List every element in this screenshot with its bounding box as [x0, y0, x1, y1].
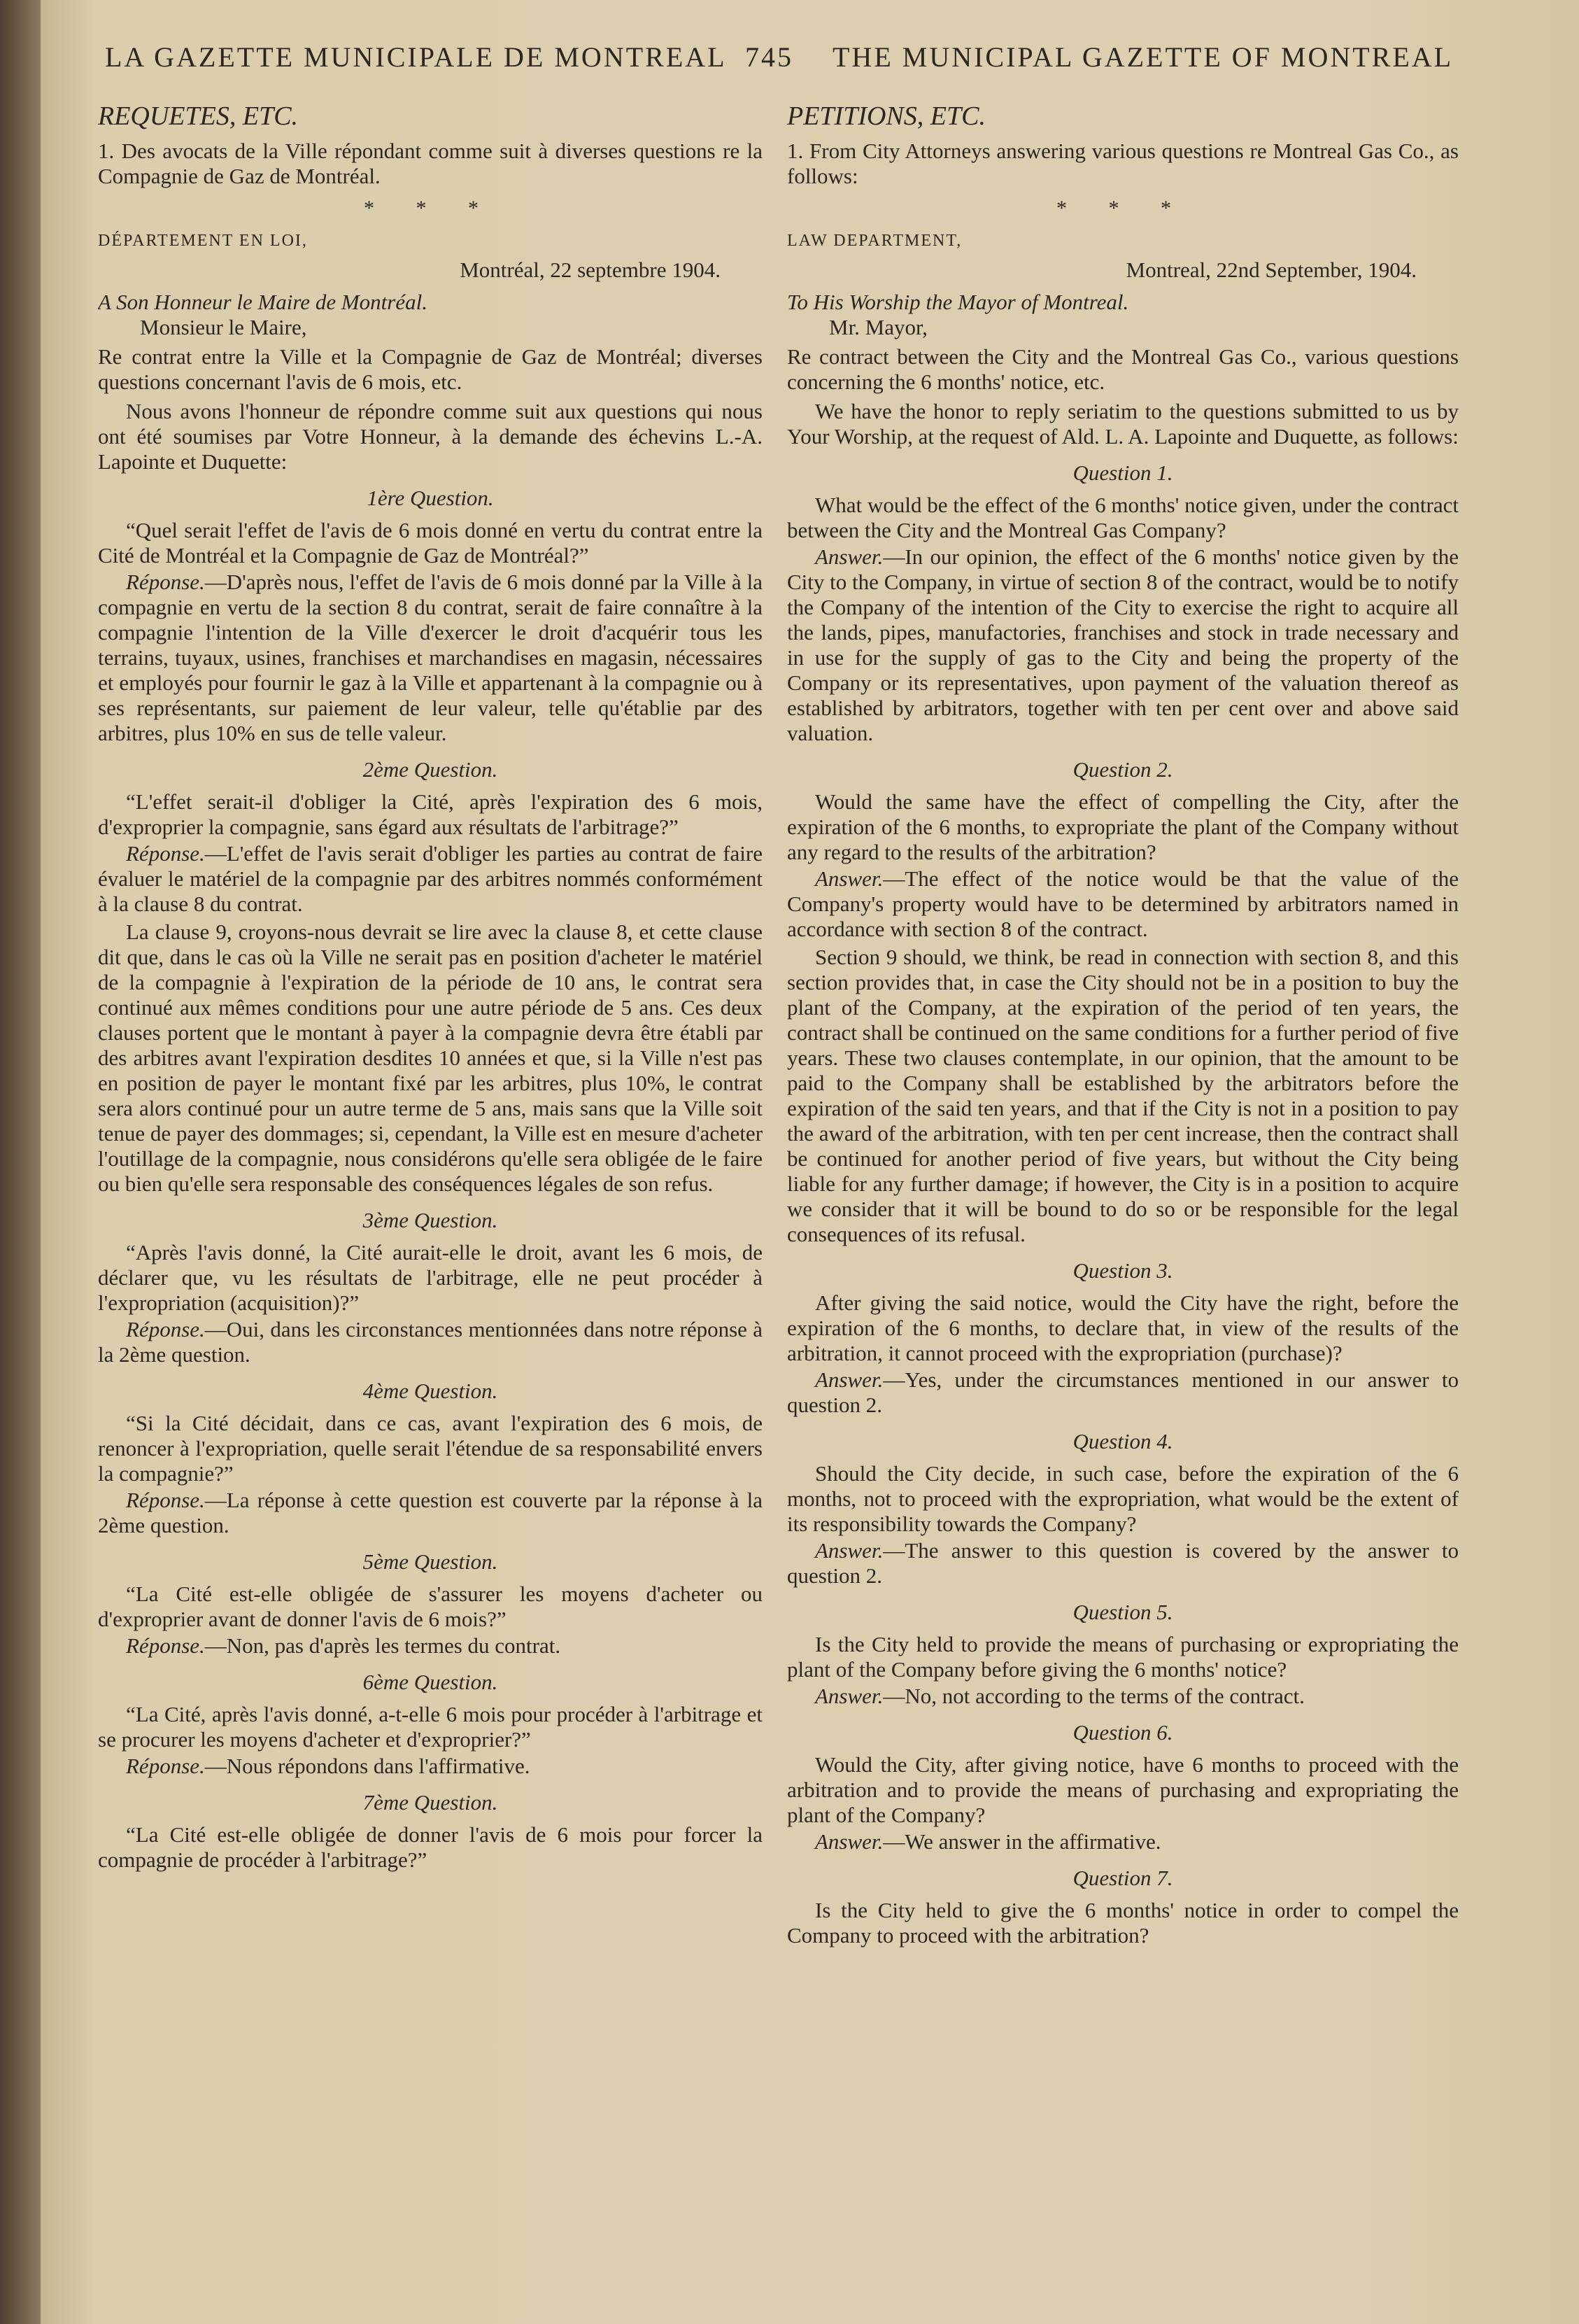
answer-label: Answer.: [815, 544, 884, 569]
salutation: Mr. Mayor,: [829, 315, 928, 339]
english-column: [787, 98, 1459, 2281]
question-title: 1ère Question.: [367, 486, 494, 510]
answer-label: Réponse.: [126, 841, 205, 866]
answer-label: Réponse.: [126, 1317, 205, 1341]
answer-paragraph: [98, 1633, 763, 1659]
question-title: 4ème Question.: [362, 1379, 498, 1403]
addressee: A Son Honneur le Maire de Montréal.: [98, 290, 427, 314]
question-text: Is the City held to provide the means of purchasing or expropriating the plant of the Company before giving the 6 months' notice?: [787, 1632, 1459, 1682]
question-title: Question 4.: [1072, 1429, 1173, 1453]
question-text: Is the City held to give the 6 months' notice in order to compel the Company to proceed with the arbitration?: [787, 1898, 1459, 1948]
salutation: Monsieur le Maire,: [140, 315, 307, 339]
header-left-title: LA GAZETTE MUNICIPALE DE MONTREAL: [105, 41, 727, 73]
dateline: Montréal, 22 septembre 1904.: [460, 258, 721, 282]
opening-paragraph: We have the honor to reply seriatim to the questions submitted to us by Your Worship, at the request of Ald. L. A. Lapointe and Duquette, as follows:: [787, 399, 1459, 449]
question-block: [787, 1600, 1459, 1709]
answer-text: —La réponse à cette question est couverte par la réponse à la 2ème question.: [98, 1488, 763, 1537]
question-title: 7ème Question.: [362, 1790, 498, 1815]
french-column: [98, 98, 763, 2281]
question-title: 2ème Question.: [362, 757, 498, 782]
question-block: [98, 1670, 763, 1779]
question-text: “L'effet serait-il d'obliger la Cité, après l'expiration des 6 mois, d'exproprier la compagnie, sans égard aux résultats de l'arbitrage?”: [98, 789, 763, 839]
question-text: Should the City decide, in such case, before the expiration of the 6 months, not to proceed with the expropriation, what would be the extent of its responsibility towards the Company?: [787, 1461, 1459, 1536]
answer-label: Réponse.: [126, 1633, 205, 1658]
question-text: “La Cité est-elle obligée de donner l'avis de 6 mois pour forcer la compagnie de procéder à l'arbitrage?”: [98, 1822, 763, 1872]
dateline: Montreal, 22nd September, 1904.: [1126, 258, 1417, 282]
question-block: [98, 1549, 763, 1659]
answer-paragraph: [98, 1317, 763, 1367]
question-block: [98, 486, 763, 746]
answer-paragraph: [787, 544, 1459, 746]
binding-gutter: [0, 0, 41, 2324]
answer-label: Réponse.: [126, 1754, 205, 1778]
question-block: [98, 1790, 763, 1873]
answer-continuation: Section 9 should, we think, be read in connection with section 8, and this section provides that, in case the City should not be in a position to buy the plant of the Company, at the expiration of the period of ten years, the contract shall be continued on the same conditions for a further period of five years. These two clauses contemplate, in our opinion, that the amount to be paid to the Company shall be established by the arbitrators before the expiration of the said ten years, and that if the City is not in a position to pay the award of the arbitration, with ten per cent increase, then the contract shall be continued for another period of five years, but without the City being liable for any further damage; if however, the City is in a position to acquire we consider that it will be bound to do so or be responsible for the legal consequences of its refusal.: [787, 945, 1459, 1246]
question-title: Question 2.: [1072, 757, 1173, 782]
question-block: [787, 757, 1459, 1247]
question-block: [787, 1429, 1459, 1589]
answer-text: —The effect of the notice would be that the value of the Company's property would have to be determined by arbitrators named in accordance with section 8 of the contract.: [787, 866, 1459, 941]
answer-text: —We answer in the affirmative.: [883, 1829, 1161, 1854]
answer-text: —No, not according to the terms of the contract.: [883, 1684, 1305, 1708]
answer-paragraph: [787, 1367, 1459, 1418]
answer-continuation: La clause 9, croyons-nous devrait se lire avec la clause 8, et cette clause dit que, dans le cas où la Ville ne serait pas en position d'acheter le matériel de la compagnie à l'expiration de la période de 10 ans, le contrat sera continué aux mêmes conditions pour une autre période de 5 ans. Ces deux clauses portent que le montant à payer à la compagnie devra être établi par des arbitres avant l'expiration desdites 10 années et que, si la Ville n'est pas en position de payer le montant fixé par les arbitres, plus 10%, le contrat sera alors continué pour un autre terme de 5 ans, mais sans que la Ville soit tenue de payer des dommages; si, cependant, la Ville est en mesure d'acheter l'outillage de la compagnie, nous considérons qu'elle sera obligée de le faire ou bien qu'elle sera responsable des conséquences légales de son refus.: [98, 920, 763, 1196]
separator-stars: * * *: [1056, 197, 1189, 220]
answer-text: —D'après nous, l'effet de l'avis de 6 mois donné par la Ville à la compagnie en vertu de la section 8 du contrat, serait de faire connaître à la compagnie l'intention de la Ville d'exercer le droit d'acquérir tous les terrains, tuyaux, usines, franchises et marchandises en magasin, nécessaires et employés pour fournir le gaz à la Ville et appartenant à la compagnie ou à ses représentants, sur paiement de leur valeur, telle qu'établie par des arbitres, plus 10% en sus de telle valeur.: [98, 570, 763, 745]
question-list: [98, 486, 763, 1873]
answer-paragraph: [787, 1684, 1459, 1709]
answer-text: —The answer to this question is covered by the answer to question 2.: [787, 1538, 1459, 1588]
answer-label: Answer.: [815, 1829, 884, 1854]
page-number: 745: [745, 41, 793, 73]
answer-text: —Non, pas d'après les termes du contrat.: [204, 1633, 561, 1658]
answer-label: Answer.: [815, 866, 884, 891]
answer-label: Answer.: [815, 1538, 884, 1563]
intro-text: 1. Des avocats de la Ville répondant comme suit à diverses questions re la Compagnie de Gaz de Montréal.: [98, 139, 763, 188]
question-block: [787, 1866, 1459, 1948]
question-title: 6ème Question.: [362, 1670, 498, 1694]
question-text: What would be the effect of the 6 months' notice given, under the contract between the City and the Montreal Gas Company?: [787, 493, 1459, 542]
section-title: PETITIONS, ETC.: [787, 101, 986, 131]
question-text: Would the same have the effect of compelling the City, after the expiration of the 6 months, to expropriate the plant of the Company without any regard to the results of the arbitration?: [787, 789, 1459, 864]
answer-label: Answer.: [815, 1684, 884, 1708]
addressee: To His Worship the Mayor of Montreal.: [787, 290, 1129, 314]
answer-label: Answer.: [815, 1367, 884, 1392]
question-list: [787, 460, 1459, 1948]
section-title: REQUETES, ETC.: [98, 101, 299, 131]
question-text: Would the City, after giving notice, have 6 months to proceed with the arbitration and to provide the means of purchasing and expropriating the plant of the Company?: [787, 1752, 1459, 1827]
answer-label: Réponse.: [126, 570, 205, 594]
department-label: LAW DEPARTMENT,: [787, 232, 963, 250]
question-block: [98, 1208, 763, 1367]
answer-paragraph: [98, 570, 763, 746]
opening-paragraph: Nous avons l'honneur de répondre comme suit aux questions qui nous ont été soumises par Votre Honneur, à la demande des échevins L.-A. Lapointe et Duquette:: [98, 399, 763, 474]
answer-text: —Nous répondons dans l'affirmative.: [204, 1754, 530, 1778]
question-title: 3ème Question.: [362, 1208, 498, 1232]
question-title: Question 1.: [1072, 460, 1173, 485]
header-right-title: THE MUNICIPAL GAZETTE OF MONTREAL: [833, 41, 1454, 73]
question-title: Question 6.: [1072, 1720, 1173, 1745]
question-title: Question 3.: [1072, 1258, 1173, 1283]
answer-paragraph: [98, 1488, 763, 1538]
question-block: [787, 1720, 1459, 1854]
intro-text: 1. From City Attorneys answering various questions re Montreal Gas Co., as follows:: [787, 139, 1459, 188]
answer-paragraph: [98, 1754, 763, 1779]
page-header: [105, 41, 1476, 90]
question-text: “La Cité est-elle obligée de s'assurer les moyens d'acheter ou d'exproprier avant de donner l'avis de 6 mois?”: [98, 1582, 763, 1631]
question-block: [787, 460, 1459, 746]
question-block: [787, 1258, 1459, 1418]
question-text: “Après l'avis donné, la Cité aurait-elle le droit, avant les 6 mois, de déclarer que, vu les résultats de l'arbitrage, elle ne peut procéder à l'expropriation (acquisition)?”: [98, 1240, 763, 1315]
question-text: After giving the said notice, would the City have the right, before the expiration of the 6 months, to declare that, in view of the results of the arbitration, it cannot proceed with the expropriation (purchase)?: [787, 1290, 1459, 1365]
question-block: [98, 757, 763, 1197]
answer-text: —In our opinion, the effect of the 6 months' notice given by the City to the Company, in virtue of section 8 of the contract, would be to notify the Company of the intention of the City to exercise the right to acquire all the lands, pipes, manufactories, franchises and stock in trade necessary and in use for the supply of gas to the City and being the property of the Company or its representatives, upon payment of the valuation thereof as established by arbitrators, together with ten per cent over and above said valuation.: [787, 544, 1459, 745]
answer-paragraph: [787, 1829, 1459, 1854]
question-title: Question 5.: [1072, 1600, 1173, 1624]
question-title: 5ème Question.: [362, 1549, 498, 1574]
answer-text: —Oui, dans les circonstances mentionnées dans notre réponse à la 2ème question.: [98, 1317, 763, 1367]
answer-paragraph: [787, 866, 1459, 942]
question-title: Question 7.: [1072, 1866, 1173, 1890]
question-text: “Si la Cité décidait, dans ce cas, avant l'expiration des 6 mois, de renoncer à l'expropriation, quelle serait l'étendue de sa responsabilité envers la compagnie?”: [98, 1411, 763, 1486]
answer-text: —Yes, under the circumstances mentioned in our answer to question 2.: [787, 1367, 1459, 1417]
answer-paragraph: [98, 841, 763, 917]
re-line: Re contrat entre la Ville et la Compagnie de Gaz de Montréal; diverses questions concernant l'avis de 6 mois, etc.: [98, 344, 763, 394]
re-line: Re contract between the City and the Montreal Gas Co., various questions concerning the 6 months' notice, etc.: [787, 344, 1459, 394]
answer-label: Réponse.: [126, 1488, 205, 1512]
question-block: [98, 1379, 763, 1538]
answer-paragraph: [787, 1538, 1459, 1589]
department-label: DÉPARTEMENT EN LOI,: [98, 232, 308, 250]
answer-text: —L'effet de l'avis serait d'obliger les parties au contrat de faire évaluer le matériel de la compagnie par des arbitres nommés conformément à la clause 8 du contrat.: [98, 841, 763, 916]
question-text: “Quel serait l'effet de l'avis de 6 mois donné en vertu du contrat entre la Cité de Montréal et la Compagnie de Gaz de Montréal?”: [98, 518, 763, 568]
separator-stars: * * *: [364, 197, 497, 220]
question-text: “La Cité, après l'avis donné, a-t-elle 6 mois pour procéder à l'arbitrage et se procurer les moyens d'acheter et d'exproprier?”: [98, 1702, 763, 1752]
